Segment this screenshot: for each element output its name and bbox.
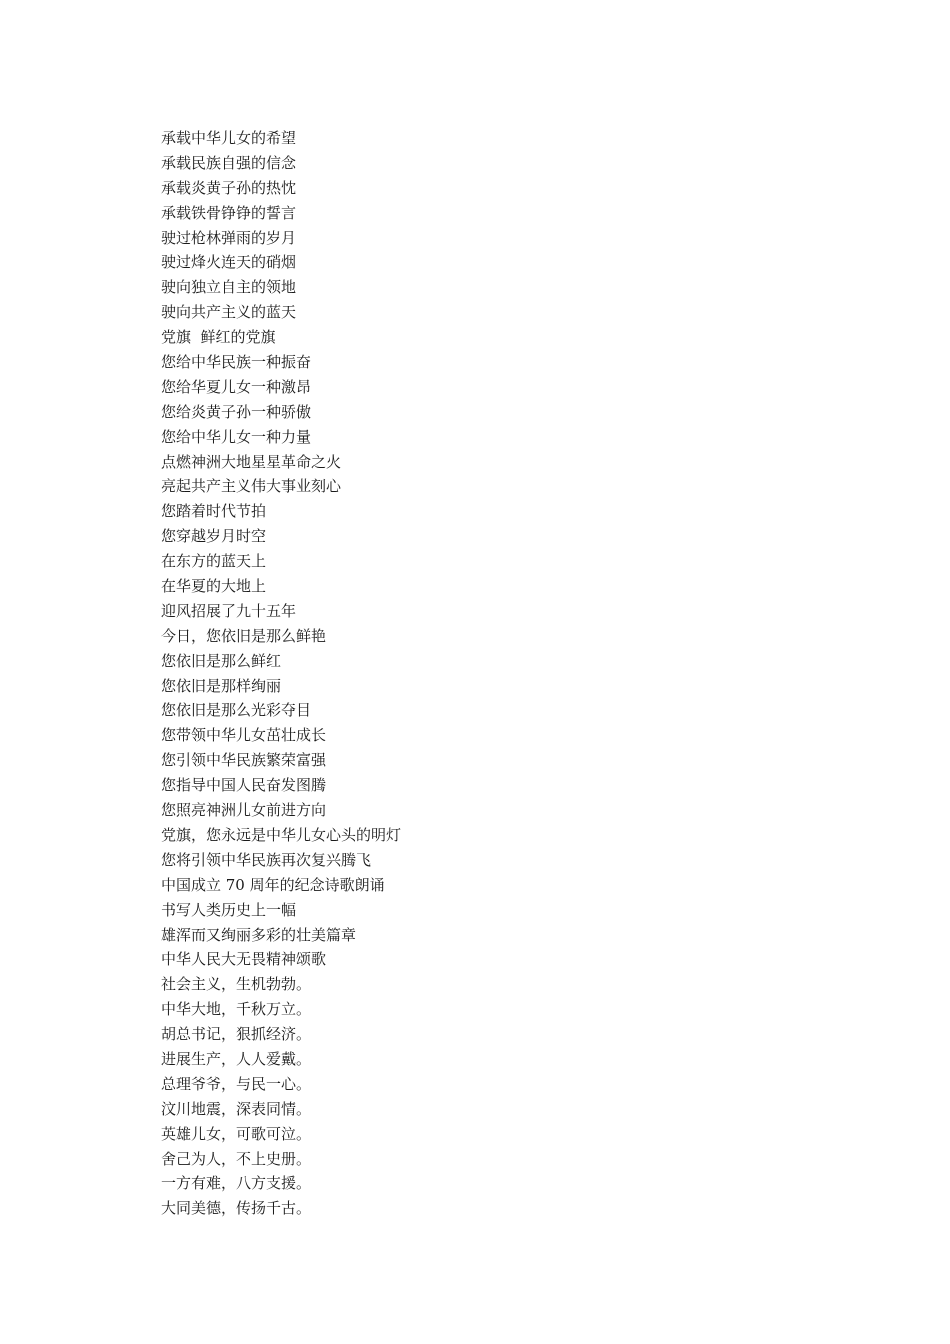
poem-line: 您指导中国人民奋发图腾 [161,776,327,795]
poem-line: 驶向共产主义的蓝天 [161,303,297,322]
poem-line: 书写人类历史上一幅 [161,900,297,919]
poem-line: 承载中华儿女的希望 [161,129,297,147]
poem-line: 英雄儿女，可歌可泣。 [161,1124,312,1143]
poem-line: 您给中华儿女一种力量 [161,427,312,446]
poem-line: 您将引领中华民族再次复兴腾飞 [161,850,372,869]
poem-line: 中华人民大无畏精神颂歌 [161,950,327,969]
poem-line: 点燃神洲大地星星革命之火 [161,452,342,471]
poem-line: 您依旧是那样绚丽 [161,676,282,695]
poem-line: 汶川地震，深表同情。 [161,1099,312,1118]
poem-line: 您引领中华民族繁荣富强 [161,751,327,770]
poem-line: 迎风招展了九十五年 [161,601,297,620]
poem-line: 承载铁骨铮铮的誓言 [161,203,297,222]
poem-line: 您给炎黄子孙一种骄傲 [161,402,312,421]
poem-line: 驶过枪林弹雨的岁月 [161,228,297,247]
poem-line: 党旗 鲜红的党旗 [161,328,276,347]
poem-line: 雄浑而又绚丽多彩的壮美篇章 [161,925,357,944]
poem-line: 亮起共产主义伟大事业刻心 [161,477,342,496]
poem-text [161,126,401,1221]
poem-line: 您踏着时代节拍 [161,502,267,521]
poem-line: 在东方的蓝天上 [161,552,267,571]
poem-line: 社会主义，生机勃勃。 [161,975,312,994]
poem-line: 您给中华民族一种振奋 [161,353,312,372]
poem-line: 进展生产，人人爱戴。 [161,1049,312,1068]
poem-line: 承载炎黄子孙的热忱 [161,178,297,197]
poem-line: 党旗，您永远是中华儿女心头的明灯 [161,825,402,844]
poem-line: 驶过烽火连天的硝烟 [161,253,297,272]
poem-line: 您依旧是那么鲜红 [161,651,282,670]
poem-line: 您给华夏儿女一种激昂 [161,377,312,396]
poem-line: 中国成立 70 周年的纪念诗歌朗诵 [161,875,385,894]
poem-line: 一方有难，八方支援。 [161,1174,312,1193]
poem-line: 舍己为人，不上史册。 [161,1149,312,1168]
poem-line: 您照亮神洲儿女前进方向 [161,801,327,820]
poem-line: 在华夏的大地上 [161,577,267,596]
poem-line: 今日，您依旧是那么鲜艳 [161,626,327,645]
poem-line: 总理爷爷，与民一心。 [161,1074,312,1093]
poem-line: 您带领中华儿女茁壮成长 [161,726,327,745]
poem-line: 中华大地，千秋万立。 [161,1000,312,1019]
poem-line: 大同美德，传扬千古。 [161,1199,312,1218]
poem-line: 您穿越岁月时空 [161,527,267,546]
poem-line: 驶向独立自主的领地 [161,278,297,297]
poem-line: 胡总书记，狠抓经济。 [161,1025,312,1044]
poem-line: 您依旧是那么光彩夺目 [161,701,312,720]
poem-line: 承载民族自强的信念 [161,153,297,172]
